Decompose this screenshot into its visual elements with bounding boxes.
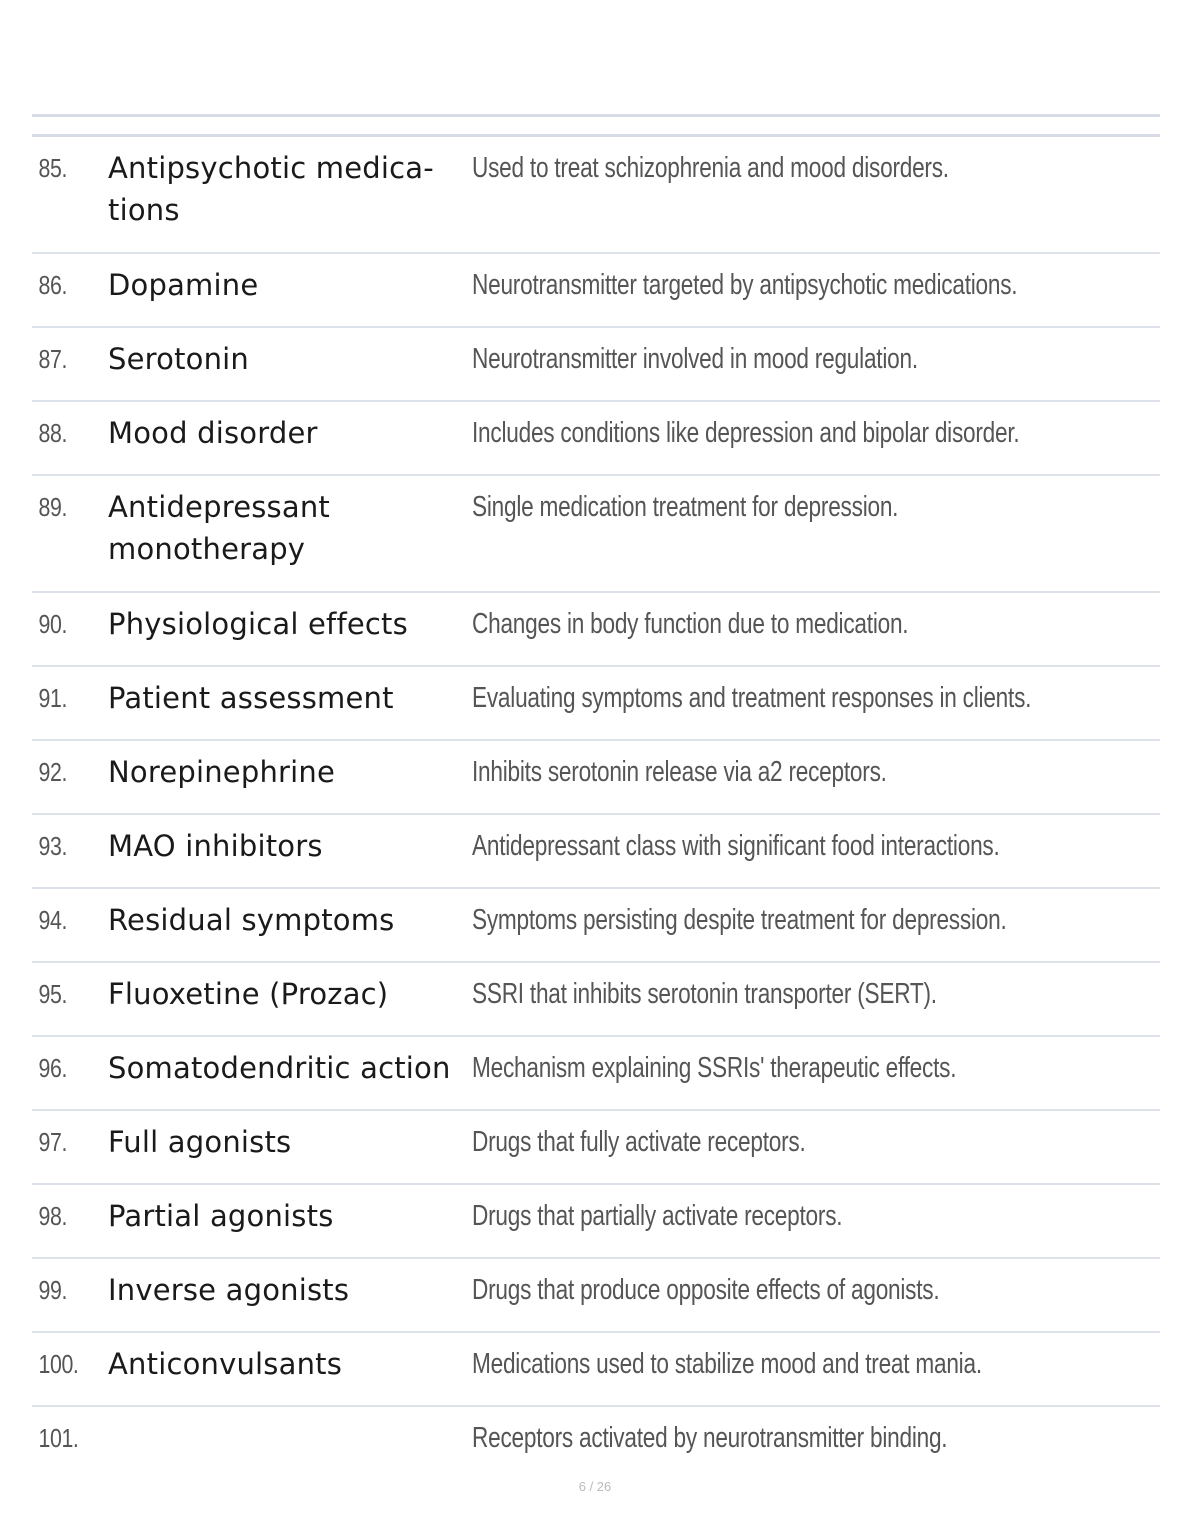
row-number: 88.	[38, 418, 67, 448]
row-definition: Drugs that fully activate receptors.	[472, 1126, 806, 1158]
row-term: Residual symptoms	[108, 903, 395, 937]
row-term: Somatodendritic action	[108, 1051, 451, 1085]
row-term: Partial agonists	[108, 1199, 334, 1233]
table-row	[32, 815, 1160, 889]
row-definition: Single medication treatment for depression.	[472, 491, 899, 523]
row-definition: Neurotransmitter involved in mood regulation.	[472, 343, 918, 375]
row-number: 89.	[38, 492, 67, 522]
row-definition: Antidepressant class with significant food interactions.	[472, 830, 1000, 862]
row-number: 99.	[38, 1275, 67, 1305]
table-row	[32, 593, 1160, 667]
row-term: MAO inhibitors	[108, 829, 323, 863]
table-row	[32, 963, 1160, 1037]
row-definition: Evaluating symptoms and treatment responses in clients.	[472, 682, 1032, 714]
row-term: Antidepressant monotherapy	[108, 490, 330, 566]
row-number: 96.	[38, 1053, 67, 1083]
row-number: 98.	[38, 1201, 67, 1231]
table-row	[32, 889, 1160, 963]
row-number: 86.	[38, 270, 67, 300]
row-term: Mood disorder	[108, 416, 318, 450]
row-term: Fluoxetine (Prozac)	[108, 977, 389, 1011]
row-number: 91.	[38, 683, 67, 713]
table-row	[32, 667, 1160, 741]
table-row	[32, 1333, 1160, 1407]
table-row	[32, 1185, 1160, 1259]
row-number: 101.	[38, 1423, 79, 1453]
row-definition: Drugs that produce opposite effects of agonists.	[472, 1274, 940, 1306]
row-definition: Drugs that partially activate receptors.	[472, 1200, 843, 1232]
table-row	[32, 1111, 1160, 1185]
row-number: 93.	[38, 831, 67, 861]
top-divider	[32, 114, 1160, 117]
row-definition: Medications used to stabilize mood and treat mania.	[472, 1348, 982, 1380]
table-row	[32, 476, 1160, 593]
table-row	[32, 254, 1160, 328]
row-term: Full agonists	[108, 1125, 292, 1159]
row-definition: Symptoms persisting despite treatment for depression.	[472, 904, 1007, 936]
row-number: 97.	[38, 1127, 67, 1157]
row-number: 100.	[38, 1349, 79, 1379]
row-number: 92.	[38, 757, 67, 787]
table-row	[32, 1259, 1160, 1333]
row-definition: Neurotransmitter targeted by antipsychotic medications.	[472, 269, 1018, 301]
row-term: Anticonvulsants	[108, 1347, 343, 1381]
row-definition: SSRI that inhibits serotonin transporter (SERT).	[472, 978, 937, 1010]
row-term: Serotonin	[108, 342, 250, 376]
table-row	[32, 741, 1160, 815]
table-row	[32, 1037, 1160, 1111]
row-term: Patient assessment	[108, 681, 394, 715]
row-number: 95.	[38, 979, 67, 1009]
row-term: Inverse agonists	[108, 1273, 350, 1307]
row-term: Norepinephrine	[108, 755, 336, 789]
row-definition: Includes conditions like depression and bipolar disorder.	[472, 417, 1020, 449]
table-row	[32, 137, 1160, 254]
row-definition: Inhibits serotonin release via a2 receptors.	[472, 756, 887, 788]
table-row	[32, 402, 1160, 476]
row-definition: Used to treat schizophrenia and mood disorders.	[472, 152, 949, 184]
row-term: Antipsychotic medica- tions	[108, 151, 434, 227]
table-row	[32, 1407, 1160, 1479]
page-number: 6 / 26	[578, 1479, 612, 1494]
row-term: Dopamine	[108, 268, 259, 302]
row-definition: Changes in body function due to medication.	[472, 608, 909, 640]
row-definition: Mechanism explaining SSRIs' therapeutic effects.	[472, 1052, 957, 1084]
row-number: 90.	[38, 609, 67, 639]
glossary-page	[32, 114, 1160, 1479]
row-number: 87.	[38, 344, 67, 374]
row-term: Physiological effects	[108, 607, 408, 641]
row-number: 94.	[38, 905, 67, 935]
glossary-table	[32, 134, 1160, 1479]
row-definition: Receptors activated by neurotransmitter binding.	[472, 1422, 948, 1454]
table-row	[32, 328, 1160, 402]
row-number: 85.	[38, 153, 67, 183]
